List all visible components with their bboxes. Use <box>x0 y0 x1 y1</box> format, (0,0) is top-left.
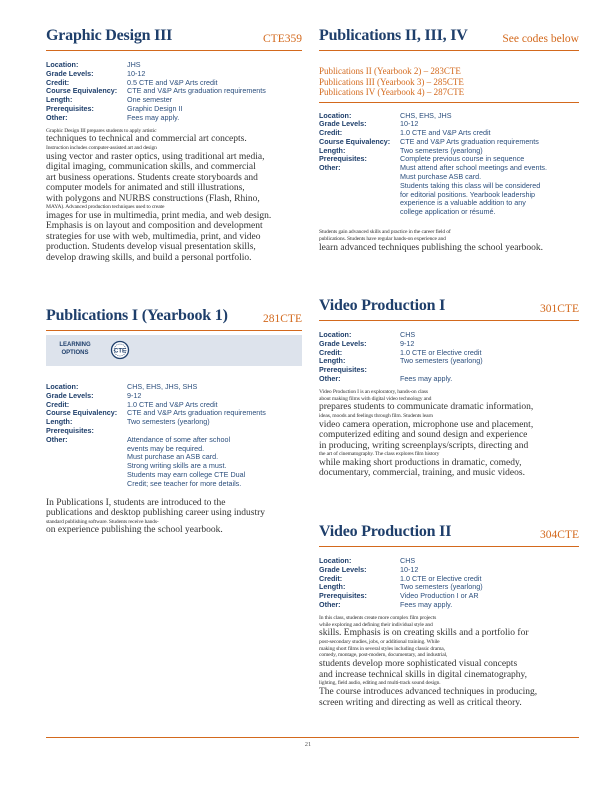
header-rule <box>46 50 302 51</box>
header-rule <box>319 546 579 547</box>
course-description <box>46 128 302 264</box>
meta-value-line: CHS <box>400 330 416 339</box>
meta-value-line: JHS <box>127 60 141 69</box>
course-meta <box>319 112 579 218</box>
course-description <box>319 389 579 479</box>
meta-value-line: for editorial positions. Yearbook leadership <box>400 189 536 199</box>
course-description <box>319 229 579 253</box>
description-line: with polygons and NURBS constructions (Flash, Rhino, <box>46 193 260 204</box>
course-graphic-design-iii <box>46 26 302 263</box>
cte-emblem-icon <box>110 340 130 360</box>
meta-value-line: 10-12 <box>400 119 419 129</box>
meta-label: Location: <box>319 556 352 565</box>
course-header <box>319 26 579 48</box>
course-header <box>46 26 302 48</box>
meta-label: Length: <box>319 145 346 155</box>
description-line: ideas, moods and feelings through film. Students learn <box>319 412 433 419</box>
meta-value-line: Two semesters (yearlong) <box>400 582 483 592</box>
course-description <box>319 615 579 708</box>
header-rule <box>319 320 579 321</box>
meta-value <box>400 331 579 340</box>
meta-value-line: Attendance of some after school <box>127 434 231 444</box>
yearbook-code: Publications II (Yearbook 2) – 283CTE <box>319 66 461 76</box>
course-meta <box>46 383 302 489</box>
meta-row <box>319 164 579 217</box>
description-line: post-secondary studies, jobs, or additional training. While <box>319 638 440 645</box>
meta-value-line: 1.0 CTE or Elective credit <box>400 573 482 583</box>
meta-label: Other: <box>46 434 68 444</box>
meta-value-line: 9-12 <box>400 338 415 348</box>
description-line: publications and desktop publishing career using industry <box>46 508 265 519</box>
meta-label: Course Equivalency: <box>46 86 118 96</box>
description-line: In this class, students create more complex film projects <box>319 614 437 621</box>
meta-value-line: Must purchase an ASB card. <box>127 452 219 462</box>
description-line: and increase technical skills in digital cinematography, <box>319 669 528 680</box>
meta-row <box>46 87 302 96</box>
meta-value-line: 10-12 <box>127 68 146 78</box>
meta-label: Grade Levels: <box>319 119 367 129</box>
meta-row <box>319 375 579 384</box>
meta-row <box>46 114 302 123</box>
meta-label: Other: <box>46 112 68 122</box>
meta-value-line: CHS <box>400 556 416 565</box>
meta-label: Prerequisites: <box>319 154 367 164</box>
description-line: on experience publishing the school yearbook. <box>46 525 223 536</box>
header-rule <box>319 50 579 51</box>
meta-label: Location: <box>46 382 79 391</box>
meta-label: Prerequisites: <box>46 425 94 435</box>
meta-value-line: Video Production I or AR <box>400 591 479 601</box>
meta-value <box>400 112 579 121</box>
meta-value-line: Strong writing skills are a must. <box>127 461 227 471</box>
meta-label: Course Equivalency: <box>319 136 391 146</box>
meta-value <box>400 357 579 366</box>
meta-value-line: Two semesters (yearlong) <box>400 145 483 155</box>
description-line: Students gain advanced skills and practice in the career field of <box>319 229 451 236</box>
meta-value-line: Two semesters (yearlong) <box>400 356 483 366</box>
meta-label: Other: <box>319 599 341 609</box>
course-meta <box>319 557 579 610</box>
course-header <box>46 306 302 328</box>
course-title: Graphic Design III <box>46 27 173 44</box>
meta-label: Location: <box>319 330 352 339</box>
meta-value <box>127 114 302 123</box>
meta-label: Length: <box>319 582 346 592</box>
course-title: Video Production II <box>319 523 452 540</box>
description-line: techniques to technical and commercial art concepts. <box>46 134 247 145</box>
course-code: 304CTE <box>540 529 579 541</box>
meta-row <box>46 436 302 489</box>
meta-value <box>400 557 579 566</box>
yearbook-code: Publications III (Yearbook 3) – 285CTE <box>319 76 464 87</box>
description-line: Graphic Design III prepares students to apply artistic <box>46 127 157 134</box>
meta-value-line: Fees may apply. <box>127 112 180 122</box>
meta-value-line: CTE and V&P Arts graduation requirements <box>400 136 539 146</box>
meta-label: Grade Levels: <box>46 390 94 400</box>
meta-value-line: events may be required. <box>127 443 205 453</box>
meta-value-line: Students taking this class will be considered <box>400 180 541 190</box>
meta-value-line: experience is a valuable addition to any <box>400 198 526 208</box>
description-line: making short films in several styles including classic drama, <box>319 645 445 652</box>
meta-label: Length: <box>319 356 346 366</box>
description-line: develop drawing skills, and build a personal portfolio. <box>46 252 252 263</box>
meta-value-line: Must purchase ASB card. <box>400 172 482 182</box>
header-rule <box>46 330 302 331</box>
description-line: video camera operation, microphone use and placement, <box>319 419 534 430</box>
meta-value-line: 1.0 CTE or Elective credit <box>400 347 482 357</box>
meta-label: Credit: <box>319 347 343 357</box>
meta-row <box>319 601 579 610</box>
description-line: publications. Students have regular hands-on experience and <box>319 235 446 242</box>
description-line: about making films with digital video technology and <box>319 395 432 402</box>
description-line: learn advanced techniques publishing the school yearbook. <box>319 242 543 253</box>
meta-value-line: Two semesters (yearlong) <box>127 417 210 427</box>
meta-label: Length: <box>46 95 73 105</box>
meta-label: Credit: <box>319 573 343 583</box>
course-code: 281CTE <box>263 313 302 325</box>
description-line: in producing, writing screenplays/scripts, directing and <box>319 440 529 451</box>
course-code: 301CTE <box>540 303 579 315</box>
meta-label: Other: <box>319 163 341 173</box>
description-line: art business operations. Students create storyboards and <box>46 172 258 183</box>
course-meta <box>319 331 579 384</box>
course-title: Video Production I <box>319 297 446 314</box>
course-meta <box>46 61 302 123</box>
meta-value-line: CTE and V&P Arts graduation requirements <box>127 408 266 418</box>
course-code: See codes below <box>502 33 579 45</box>
meta-value-line: CTE and V&P Arts graduation requirements <box>127 86 266 96</box>
meta-label: Grade Levels: <box>46 68 94 78</box>
course-header <box>319 296 579 318</box>
meta-label: Location: <box>319 110 352 120</box>
meta-value-line: Fees may apply. <box>400 373 453 383</box>
meta-value-line: CHS, EHS, JHS, SHS <box>127 382 198 391</box>
description-line: Video Production I is an exploratory, hands-on class <box>319 388 428 395</box>
course-video-production-ii <box>319 522 579 708</box>
meta-value <box>400 164 579 217</box>
course-header <box>319 522 579 544</box>
learning-options-box <box>46 335 302 366</box>
description-line: prepares students to communicate dramatic information, <box>319 402 534 413</box>
meta-value <box>127 61 302 70</box>
meta-label: Credit: <box>319 128 343 138</box>
meta-label: Length: <box>46 417 73 427</box>
left-column <box>46 0 302 740</box>
description-line: students develop more sophisticated visual concepts <box>319 659 518 670</box>
description-line: The course introduces advanced techniques in producing, <box>319 687 538 698</box>
course-code: CTE359 <box>263 33 302 45</box>
description-line: In Publications I, students are introduced to the <box>46 497 226 508</box>
right-column <box>319 0 579 740</box>
meta-value-line: 10-12 <box>400 564 419 574</box>
course-title: Publications II, III, IV <box>319 27 468 44</box>
description-line: the art of cinematography. The class explores film history <box>319 451 440 458</box>
meta-value-line: 0.5 CTE and V&P Arts credit <box>127 77 218 87</box>
course-video-production-i <box>319 296 579 479</box>
meta-value-line: CHS, EHS, JHS <box>400 110 452 120</box>
description-line: while making short productions in dramatic, comedy, <box>319 457 522 468</box>
meta-label: Other: <box>319 373 341 383</box>
meta-value-line: college application or résumé. <box>400 207 496 217</box>
description-line: Instruction includes computer-assisted art and design <box>46 144 157 151</box>
yearbook-codes <box>319 66 579 98</box>
meta-label: Prerequisites: <box>46 103 94 113</box>
yearbook-rule <box>319 102 579 103</box>
meta-label: Grade Levels: <box>319 564 367 574</box>
meta-value-line: 1.0 CTE and V&P Arts credit <box>400 128 491 138</box>
meta-value <box>127 383 302 392</box>
meta-value-line: Must attend after school meetings and events. <box>400 163 548 173</box>
meta-value <box>400 375 579 384</box>
meta-label: Prerequisites: <box>319 591 367 601</box>
description-line: computerized editing and sound design and experience <box>319 430 528 441</box>
description-line: images for use in multimedia, print media, and web design. <box>46 210 272 221</box>
footer-rule <box>46 737 579 738</box>
course-publications-ii-iv <box>319 26 579 253</box>
svg-text:CTE: CTE <box>114 348 126 355</box>
meta-value <box>400 601 579 610</box>
description-line: standard publishing software. Students receive hands- <box>46 518 159 525</box>
description-line: comedy, montage, post-modern, documentary, and industrial, <box>319 652 448 659</box>
course-publications-i <box>46 306 302 536</box>
meta-label: Credit: <box>46 399 70 409</box>
meta-value-line: Students may earn college CTE Dual <box>127 469 246 479</box>
meta-value-line: Credit; see teacher for more details. <box>127 478 242 488</box>
meta-value-line: Graphic Design II <box>127 103 183 113</box>
meta-value <box>127 418 302 427</box>
meta-label: Credit: <box>46 77 70 87</box>
description-line: strategies for use with web, multimedia, print, and video <box>46 231 261 242</box>
meta-value-line: One semester <box>127 95 173 105</box>
description-line: lighting, field audio, editing and multi-track sound design. <box>319 680 441 687</box>
meta-value-line: Fees may apply. <box>400 599 453 609</box>
description-line: digital imaging, communication skills, and commercial <box>46 162 256 173</box>
yearbook-code: Publications IV (Yearbook 4) – 287CTE <box>319 87 465 97</box>
meta-label: Prerequisites: <box>319 365 367 375</box>
course-description <box>46 498 302 536</box>
description-line: production. Students develop visual presentation skills, <box>46 242 256 253</box>
description-line: computer models for animated and still illustrations, <box>46 183 245 194</box>
description-line: documentary, commercial, training, and music videos. <box>319 468 525 479</box>
meta-value-line: 1.0 CTE and V&P Arts credit <box>127 399 218 409</box>
course-title: Publications I (Yearbook 1) <box>46 307 228 324</box>
meta-value-line: Complete previous course in sequence <box>400 154 525 164</box>
meta-value-line: 9-12 <box>127 390 142 400</box>
description-line: using vector and raster optics, using traditional art media, <box>46 151 265 162</box>
description-line: Emphasis is on layout and composition and development <box>46 221 263 232</box>
description-line: skills. Emphasis is on creating skills and a portfolio for <box>319 628 529 639</box>
meta-value <box>127 436 302 489</box>
learning-options-label: LEARNING OPTIONS <box>59 342 91 356</box>
description-line: MAYA). Advanced production techniques used to create <box>46 204 165 211</box>
meta-label: Location: <box>46 60 79 69</box>
page-number: 21 <box>304 741 312 748</box>
meta-label: Grade Levels: <box>319 338 367 348</box>
description-line: screen writing and directing as well as critical theory. <box>319 697 522 708</box>
meta-label: Course Equivalency: <box>46 408 118 418</box>
description-line: while exploring and defining their individual style and <box>319 621 433 628</box>
